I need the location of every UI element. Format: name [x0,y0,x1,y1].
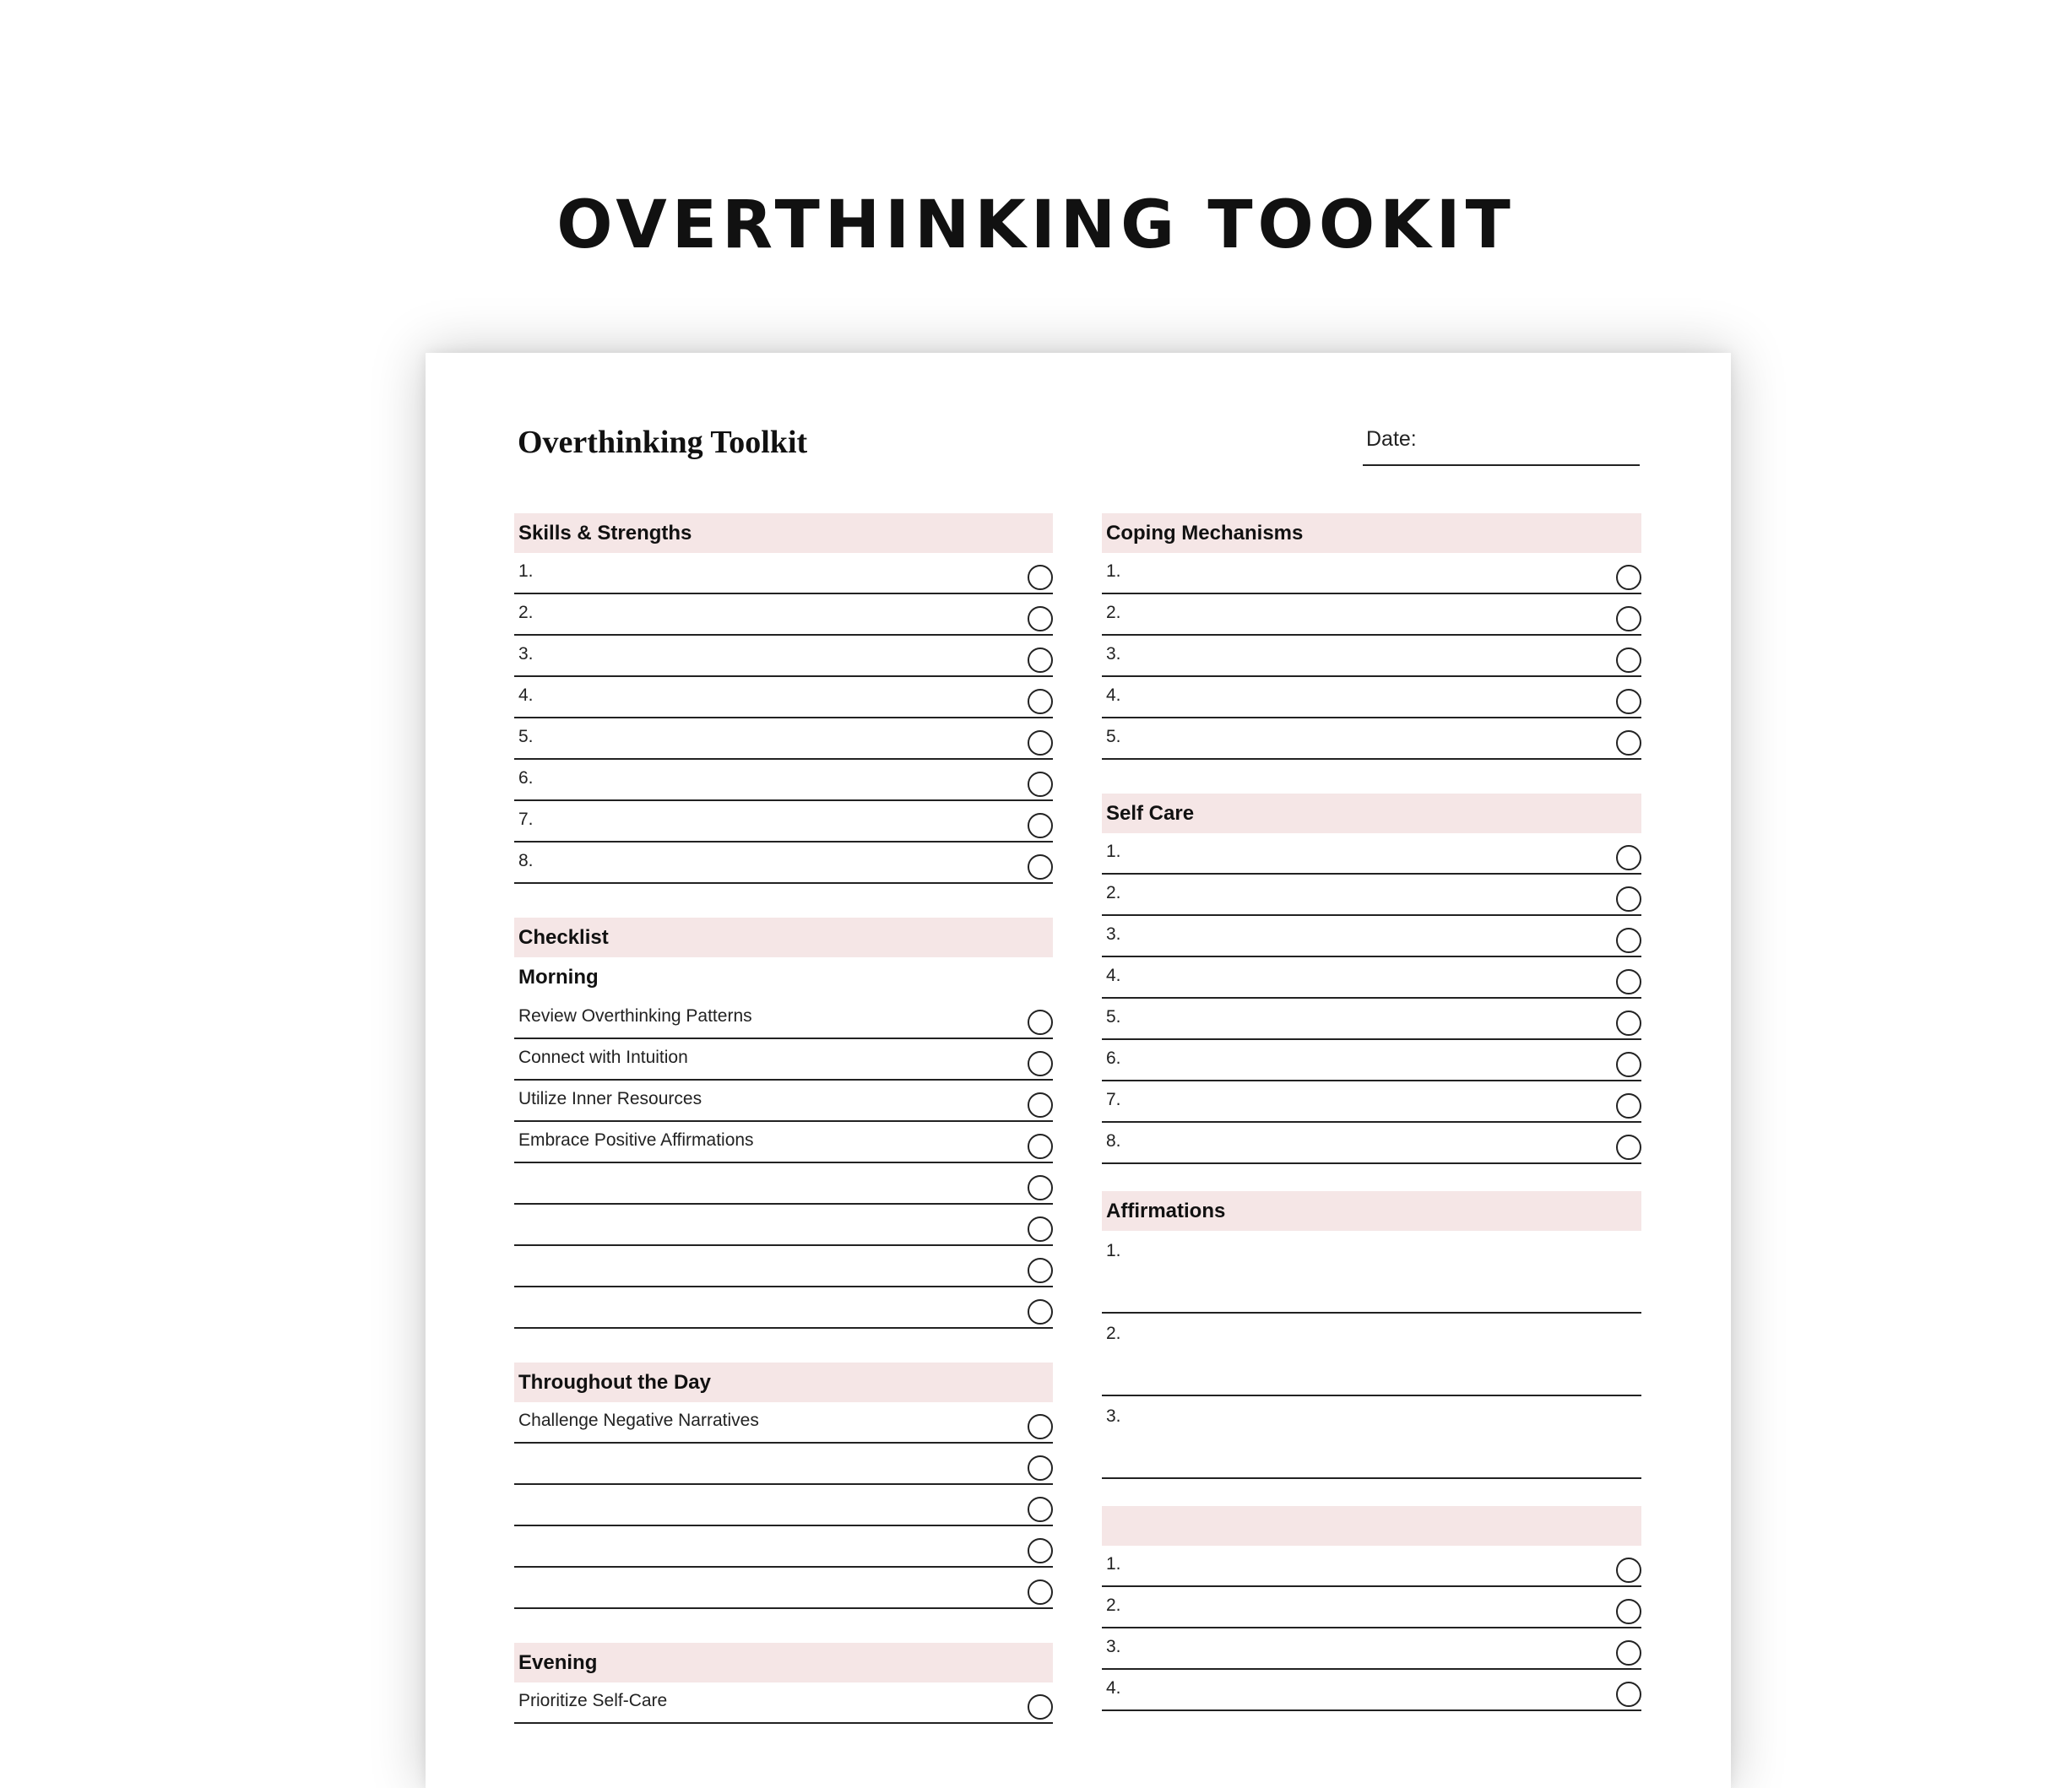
evening-row-label: Prioritize Self-Care [518,1691,668,1710]
selfcare-row-label: 5. [1106,1007,1121,1027]
checkbox-circle-icon[interactable] [1028,1299,1053,1325]
checkbox-circle-icon[interactable] [1028,854,1053,880]
morning-row[interactable] [514,998,1053,1039]
morning-row-label: Connect with Intuition [518,1048,688,1067]
coping-row-label: 1. [1106,561,1121,581]
date-field[interactable] [1363,427,1640,466]
skills-row-label: 4. [518,685,534,705]
skills-row[interactable] [514,677,1053,718]
selfcare-row-label: 3. [1106,924,1121,944]
checkbox-circle-icon[interactable] [1028,647,1053,673]
selfcare-row-label: 4. [1106,966,1121,985]
skills-row-label: 6. [518,768,534,788]
extra-row[interactable] [1102,1628,1641,1670]
coping-row[interactable] [1102,553,1641,594]
checkbox-circle-icon[interactable] [1616,689,1641,714]
skills-heading: Skills & Strengths [514,513,1053,553]
checkbox-circle-icon[interactable] [1028,565,1053,590]
affirmations-heading: Affirmations [1102,1191,1641,1231]
checkbox-circle-icon[interactable] [1028,1258,1053,1283]
evening-row[interactable] [514,1682,1053,1724]
morning-row-label: Utilize Inner Resources [518,1089,702,1108]
checkbox-circle-icon[interactable] [1028,1694,1053,1720]
throughout-row[interactable] [514,1526,1053,1568]
checkbox-circle-icon[interactable] [1028,1051,1053,1076]
extra-row[interactable] [1102,1546,1641,1587]
morning-row[interactable] [514,1081,1053,1122]
checkbox-circle-icon[interactable] [1616,647,1641,673]
skills-row[interactable] [514,760,1053,801]
coping-row-label: 4. [1106,685,1121,705]
morning-row[interactable] [514,1246,1053,1287]
checkbox-circle-icon[interactable] [1616,1599,1641,1624]
selfcare-heading: Self Care [1102,794,1641,833]
selfcare-row-label: 2. [1106,883,1121,902]
selfcare-row-label: 1. [1106,842,1121,861]
skills-row-label: 3. [518,644,534,664]
morning-row[interactable] [514,1287,1053,1329]
morning-row[interactable] [514,1122,1053,1163]
affirmation-row-label: 3. [1106,1406,1121,1426]
affirmation-row[interactable] [1102,1231,1641,1314]
coping-row[interactable] [1102,636,1641,677]
checkbox-circle-icon[interactable] [1028,1010,1053,1035]
skills-row[interactable] [514,553,1053,594]
coping-row[interactable] [1102,718,1641,760]
throughout-row[interactable] [514,1485,1053,1526]
checkbox-circle-icon[interactable] [1028,1497,1053,1522]
checkbox-circle-icon[interactable] [1616,1558,1641,1583]
throughout-row[interactable] [514,1402,1053,1444]
checkbox-circle-icon[interactable] [1028,1216,1053,1242]
skills-row[interactable] [514,801,1053,843]
extra-list [1102,1546,1641,1711]
extra-section [1102,1506,1641,1711]
affirmation-row[interactable] [1102,1314,1641,1396]
checkbox-circle-icon[interactable] [1028,1134,1053,1159]
checkbox-circle-icon[interactable] [1028,606,1053,631]
worksheet-page [426,353,1731,1788]
checkbox-circle-icon[interactable] [1616,845,1641,870]
evening-section [514,1643,1053,1724]
coping-heading: Coping Mechanisms [1102,513,1641,553]
extra-row-label: 2. [1106,1596,1121,1615]
checkbox-circle-icon[interactable] [1616,1052,1641,1077]
extra-row[interactable] [1102,1587,1641,1628]
throughout-section [514,1363,1053,1609]
skills-row-label: 8. [518,851,534,870]
extra-row-label: 4. [1106,1678,1121,1698]
coping-row[interactable] [1102,594,1641,636]
selfcare-row[interactable] [1102,875,1641,916]
checkbox-circle-icon[interactable] [1028,689,1053,714]
checkbox-circle-icon[interactable] [1616,886,1641,912]
selfcare-row-label: 6. [1106,1048,1121,1068]
affirmation-row-label: 2. [1106,1324,1121,1343]
skills-row[interactable] [514,636,1053,677]
checkbox-circle-icon[interactable] [1028,813,1053,838]
selfcare-row[interactable] [1102,1123,1641,1164]
checkbox-circle-icon[interactable] [1028,1455,1053,1481]
checklist-section [514,918,1053,1329]
selfcare-row[interactable] [1102,999,1641,1040]
banner-title: OVERTHINKING TOOKIT [556,187,1516,263]
checkbox-circle-icon[interactable] [1616,606,1641,631]
affirmation-row[interactable] [1102,1396,1641,1479]
date-label: Date: [1366,427,1417,451]
checkbox-circle-icon[interactable] [1028,1579,1053,1605]
checkbox-circle-icon[interactable] [1616,730,1641,756]
evening-heading: Evening [514,1643,1053,1682]
checkbox-circle-icon[interactable] [1028,1092,1053,1118]
checkbox-circle-icon[interactable] [1616,1135,1641,1160]
skills-row[interactable] [514,594,1053,636]
skills-row-label: 7. [518,810,534,829]
checkbox-circle-icon[interactable] [1028,772,1053,797]
morning-row[interactable] [514,1039,1053,1081]
right-column [1102,513,1641,1745]
extra-row-label: 3. [1106,1637,1121,1656]
selfcare-row-label: 7. [1106,1090,1121,1109]
skills-list [514,553,1053,884]
checklist-heading: Checklist [514,918,1053,957]
coping-row-label: 5. [1106,727,1121,746]
skills-row[interactable] [514,843,1053,884]
selfcare-section [1102,794,1641,1164]
selfcare-row[interactable] [1102,957,1641,999]
checkbox-circle-icon[interactable] [1028,1175,1053,1200]
checkbox-circle-icon[interactable] [1616,1640,1641,1666]
throughout-row-label: Challenge Negative Narratives [518,1411,759,1430]
checkbox-circle-icon[interactable] [1616,1682,1641,1707]
skills-section [514,513,1053,884]
throughout-heading: Throughout the Day [514,1363,1053,1402]
skills-row-label: 2. [518,603,534,622]
coping-row-label: 2. [1106,603,1121,622]
extra-heading [1102,1506,1641,1546]
morning-heading: Morning [518,966,599,989]
morning-row-label: Embrace Positive Affirmations [518,1130,754,1150]
coping-section [1102,513,1641,760]
morning-list [514,998,1053,1329]
selfcare-row[interactable] [1102,833,1641,875]
checkbox-circle-icon[interactable] [1028,1538,1053,1563]
coping-list [1102,553,1641,760]
checkbox-circle-icon[interactable] [1616,928,1641,953]
morning-row[interactable] [514,1163,1053,1205]
checkbox-circle-icon[interactable] [1616,969,1641,994]
affirmations-list [1102,1231,1641,1479]
checkbox-circle-icon[interactable] [1616,565,1641,590]
affirmation-row-label: 1. [1106,1241,1121,1260]
throughout-list [514,1402,1053,1609]
document-title: Overthinking Toolkit [518,425,808,460]
throughout-row[interactable] [514,1568,1053,1609]
selfcare-row[interactable] [1102,916,1641,957]
skills-row-label: 1. [518,561,534,581]
evening-list [514,1682,1053,1724]
coping-row-label: 3. [1106,644,1121,664]
skills-row-label: 5. [518,727,534,746]
checkbox-circle-icon[interactable] [1028,730,1053,756]
throughout-row[interactable] [514,1444,1053,1485]
checkbox-circle-icon[interactable] [1028,1414,1053,1439]
checkbox-circle-icon[interactable] [1616,1093,1641,1119]
selfcare-row[interactable] [1102,1040,1641,1081]
affirmations-section [1102,1191,1641,1479]
coping-row[interactable] [1102,677,1641,718]
morning-row[interactable] [514,1205,1053,1246]
selfcare-row[interactable] [1102,1081,1641,1123]
selfcare-list [1102,833,1641,1164]
skills-row[interactable] [514,718,1053,760]
extra-row-label: 1. [1106,1554,1121,1574]
selfcare-row-label: 8. [1106,1131,1121,1151]
morning-row-label: Review Overthinking Patterns [518,1006,752,1026]
checkbox-circle-icon[interactable] [1616,1010,1641,1036]
left-column [514,513,1053,1758]
